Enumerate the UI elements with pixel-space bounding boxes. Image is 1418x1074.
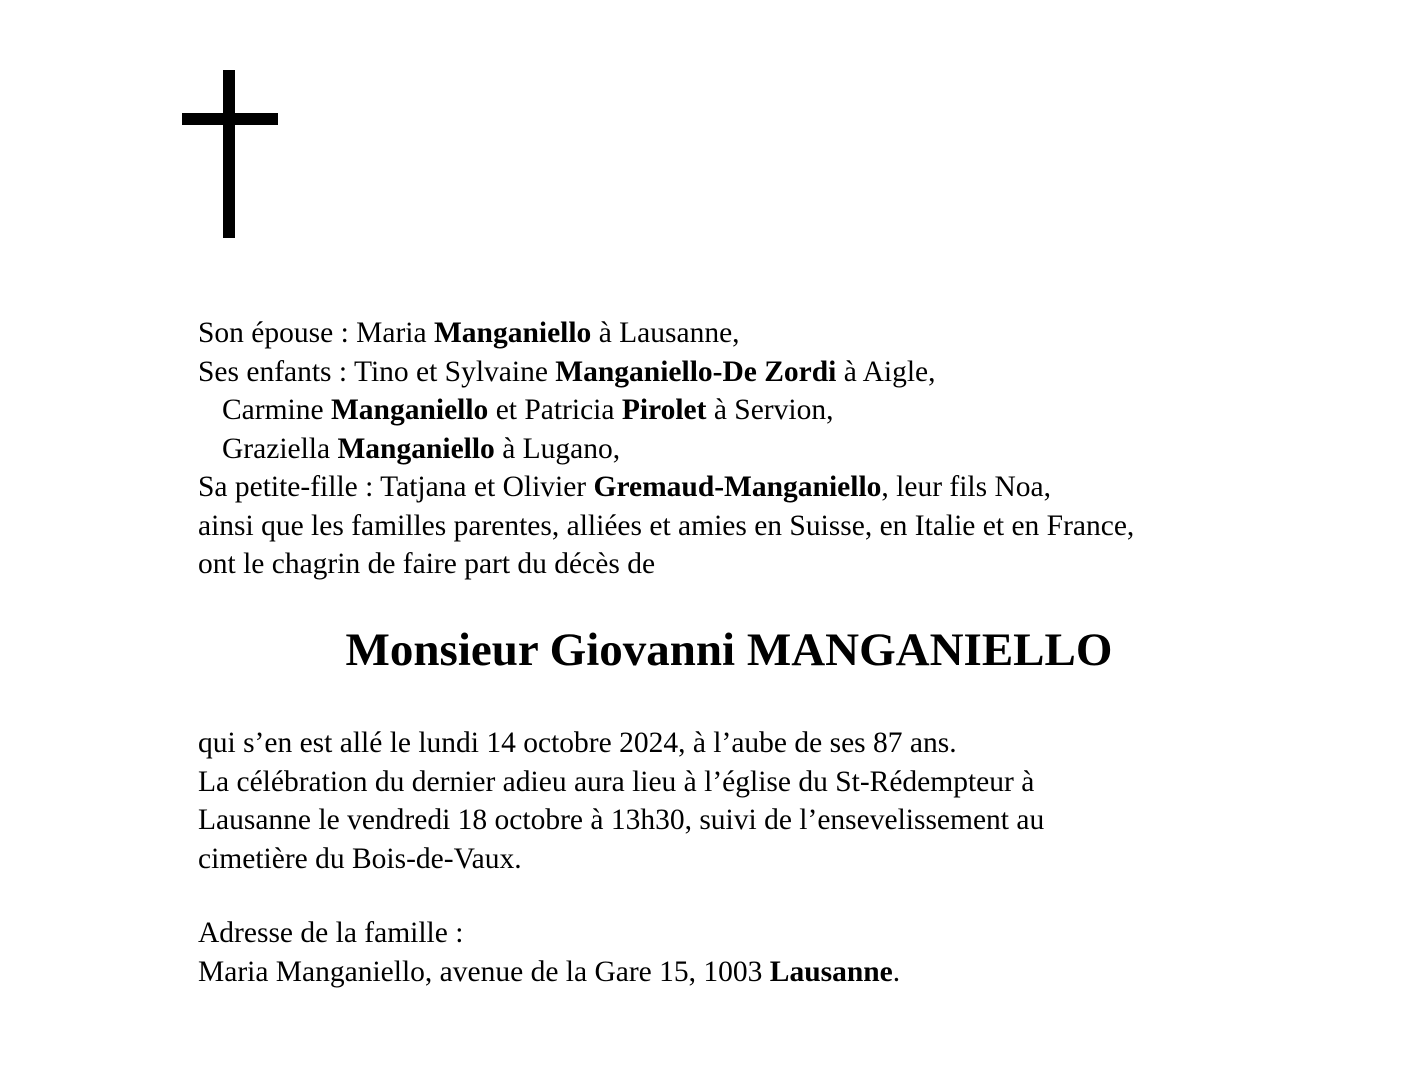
event-line: Lausanne le vendredi 18 octobre à 13h30, suivi de l’ensevelissement au (198, 804, 1045, 836)
announcement-line: ont le chagrin de faire part du décès de (198, 548, 656, 580)
spouse-line: Son épouse : Maria Manganiello à Lausanne, (198, 317, 740, 349)
deceased-name: Monsieur Giovanni MANGANIELLO (345, 624, 1113, 676)
relatives-line: ainsi que les familles parentes, alliées et amies en Suisse, en Italie et en France, (198, 509, 1135, 542)
cross-horizontal-bar (182, 113, 278, 125)
event-line: qui s’en est allé le lundi 14 octobre 2024, à l’aube de ses 87 ans. (198, 727, 957, 759)
family-list (198, 314, 1134, 584)
event-line: cimetière du Bois-de-Vaux. (198, 842, 522, 875)
family-address (198, 914, 900, 991)
address-line: Maria Manganiello, avenue de la Gare 15, 1003 Lausanne. (198, 955, 901, 988)
cross-vertical-bar (223, 70, 235, 238)
address-label: Adresse de la famille : (198, 917, 464, 949)
event-details (198, 724, 1044, 878)
granddaughter-line: Sa petite-fille : Tatjana et Olivier Gremaud-Manganiello, leur fils Noa, (198, 471, 1051, 503)
child-graziella-line: Graziella Manganiello à Lugano, (222, 432, 621, 465)
children-line: Ses enfants : Tino et Sylvaine Manganiello-De Zordi à Aigle, (198, 355, 936, 388)
event-line: La célébration du dernier adieu aura lieu à l’église du St-Rédempteur à (198, 765, 1035, 798)
cross-icon (182, 70, 278, 238)
child-carmine-line: Carmine Manganiello et Patricia Pirolet à Servion, (222, 394, 834, 426)
